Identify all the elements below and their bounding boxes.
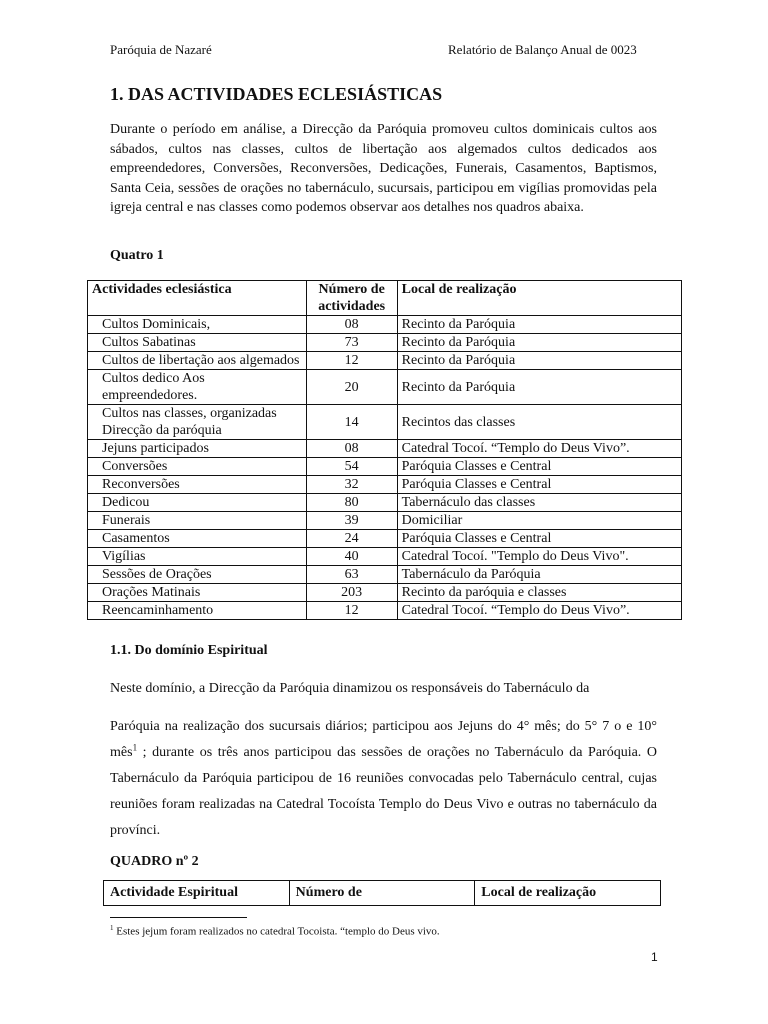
table-row	[88, 440, 682, 458]
count-cell: 14	[306, 405, 397, 440]
count-cell: 39	[306, 512, 397, 530]
count-cell: 08	[306, 316, 397, 334]
footnote-text: Estes jejum foram realizados no catedral Tocoista. “templo do Deus vivo.	[113, 925, 440, 938]
paragraph-text-end: ; durante os três anos participou das sessões de orações no Tabernáculo da Paróquia. O Tabernáculo da Paróquia participou de 16 reuniões convocadas pelo Tabernáculo central, cujas reuniões foram realizadas na Catedral Tocoísta Templo do Deus Vivo e outras no tabernáculo da provínci.	[110, 745, 657, 838]
activity-cell: Funerais	[88, 512, 307, 530]
section-title: 1. DAS ACTIVIDADES ECLESIÁSTICAS	[110, 84, 443, 104]
col-header-number: Número de	[289, 881, 475, 906]
location-cell: Recintos das classes	[397, 405, 681, 440]
activity-cell: Cultos de libertação aos algemados	[88, 352, 307, 370]
col-header-count: Número de actividades	[306, 281, 397, 316]
activity-cell: Vigílias	[88, 548, 307, 566]
count-cell: 32	[306, 476, 397, 494]
table-row	[88, 458, 682, 476]
table-row	[88, 530, 682, 548]
activity-cell: Cultos Dominicais,	[88, 316, 307, 334]
activity-cell: Cultos dedico Aos empreendedores.	[88, 370, 307, 405]
activity-cell: Orações Matinais	[88, 584, 307, 602]
footnote	[110, 924, 440, 938]
activity-cell: Cultos nas classes, organizadas Direcção da paróquia	[88, 405, 307, 440]
paragraph-text-start: Paróquia na realização dos sucursais diários; participou aos Jejuns do 4° mês; do 5° 7 o e 10° mês	[110, 719, 657, 760]
table-row	[88, 476, 682, 494]
location-cell: Recinto da Paróquia	[397, 334, 681, 352]
location-cell: Recinto da Paróquia	[397, 352, 681, 370]
table1-caption: Quatro 1	[110, 248, 164, 263]
footnote-separator	[110, 917, 247, 918]
table-row	[88, 548, 682, 566]
table-row	[88, 316, 682, 334]
count-cell: 24	[306, 530, 397, 548]
table-row	[88, 352, 682, 370]
count-cell: 20	[306, 370, 397, 405]
count-cell: 12	[306, 602, 397, 620]
table-row	[88, 494, 682, 512]
table-row	[88, 566, 682, 584]
table-row	[88, 370, 682, 405]
subsection-paragraph-1: Neste domínio, a Direcção da Paróquia dinamizou os responsáveis do Tabernáculo da	[110, 681, 590, 696]
location-cell: Paróquia Classes e Central	[397, 458, 681, 476]
count-cell: 203	[306, 584, 397, 602]
subsection-title: 1.1. Do domínio Espiritual	[110, 643, 268, 658]
activity-cell: Casamentos	[88, 530, 307, 548]
count-cell: 54	[306, 458, 397, 476]
activity-cell: Reconversões	[88, 476, 307, 494]
table-header-row	[88, 281, 682, 316]
activity-cell: Reencaminhamento	[88, 602, 307, 620]
count-cell: 40	[306, 548, 397, 566]
activity-cell: Dedicou	[88, 494, 307, 512]
location-cell: Domiciliar	[397, 512, 681, 530]
table-header-row	[104, 881, 661, 906]
activities-table	[87, 280, 682, 620]
footnote-number: 1	[110, 924, 114, 932]
col-header-location: Local de realização	[397, 281, 681, 316]
activity-cell: Jejuns participados	[88, 440, 307, 458]
count-cell: 73	[306, 334, 397, 352]
table-row	[88, 602, 682, 620]
location-cell: Paróquia Classes e Central	[397, 530, 681, 548]
subsection-paragraph-2	[110, 714, 657, 844]
count-cell: 12	[306, 352, 397, 370]
location-cell: Catedral Tocoí. "Templo do Deus Vivo".	[397, 548, 681, 566]
col-header-activity: Actividades eclesiástica	[88, 281, 307, 316]
location-cell: Tabernáculo das classes	[397, 494, 681, 512]
activity-cell: Conversões	[88, 458, 307, 476]
location-cell: Tabernáculo da Paróquia	[397, 566, 681, 584]
header-left: Paróquia de Nazaré	[110, 42, 212, 57]
location-cell: Paróquia Classes e Central	[397, 476, 681, 494]
table-row	[88, 584, 682, 602]
location-cell: Recinto da Paróquia	[397, 316, 681, 334]
location-cell: Recinto da paróquia e classes	[397, 584, 681, 602]
count-cell: 63	[306, 566, 397, 584]
intro-paragraph: Durante o período em análise, a Direcção da Paróquia promoveu cultos dominicais cultos aos sábados, cultos nas classes, cultos de libertação aos algemados cultos dedicados aos empreendedores, Conversões, Reconversões, Dedicações, Funerais, Casamentos, Baptismos, Santa Ceia, sessões de orações no tabernáculo, sucursais, participou em vigílias promovidas pela igreja central e nas classes como podemos observar aos detalhes nos quadros abaixa.	[110, 122, 657, 215]
col-header-spiritual-activity: Actividade Espiritual	[104, 881, 290, 906]
table-row	[88, 405, 682, 440]
header-right: Relatório de Balanço Anual de 0023	[448, 42, 637, 57]
count-cell: 80	[306, 494, 397, 512]
activity-cell: Cultos Sabatinas	[88, 334, 307, 352]
table-row	[88, 334, 682, 352]
activity-cell: Sessões de Orações	[88, 566, 307, 584]
location-cell: Catedral Tocoí. “Templo do Deus Vivo”.	[397, 440, 681, 458]
count-cell: 08	[306, 440, 397, 458]
page-number: 1	[651, 950, 658, 964]
footnote-marker: 1	[132, 742, 138, 753]
col-header-location: Local de realização	[475, 881, 661, 906]
table2-caption: QUADRO nº 2	[110, 854, 199, 869]
location-cell: Recinto da Paróquia	[397, 370, 681, 405]
location-cell: Catedral Tocoí. “Templo do Deus Vivo”.	[397, 602, 681, 620]
table-row	[88, 512, 682, 530]
spiritual-activities-table	[103, 880, 661, 906]
